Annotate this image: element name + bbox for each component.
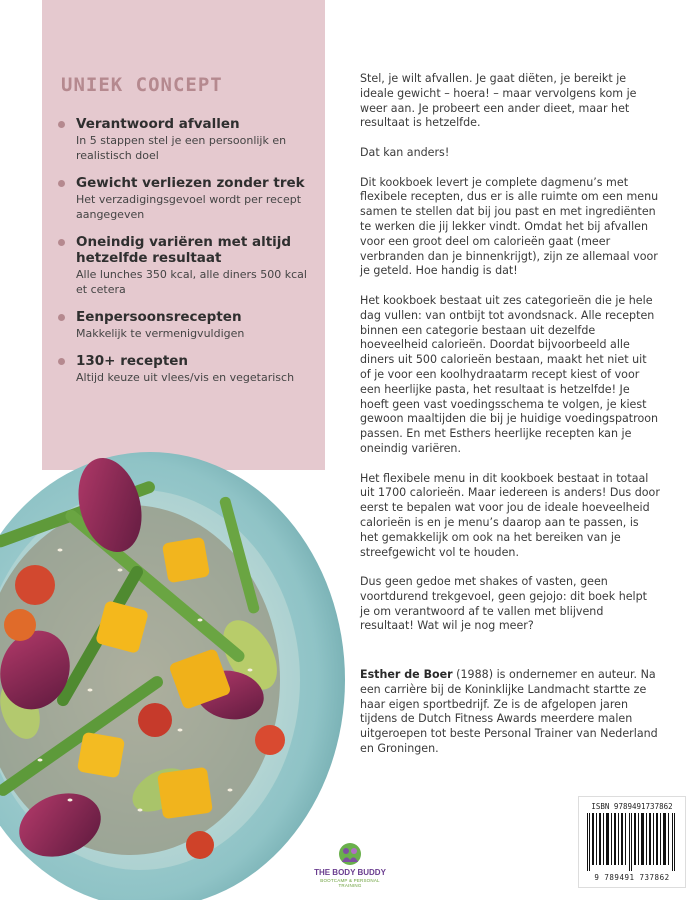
bullet-icon <box>58 314 65 321</box>
bullet-icon <box>58 121 65 128</box>
feature-item <box>58 234 320 297</box>
feature-list <box>58 116 320 397</box>
feature-description: Het verzadigingsgevoel wordt per recept aangegeven <box>76 193 302 221</box>
logo-name: THE BODY BUDDY <box>314 868 386 877</box>
paragraph: Dit kookboek levert je complete dagmenu’s met flexibele recepten, dus er is alle ruimte om een menu samen te stellen dat bij jou past en met ingrediënten te werken die jij lekker vindt. Omdat het bij afvallen voor een groot deel om calorieën gaat (meer verbranden dan je binnenkrijgt), zijn ze allemaal voor je geteld. Hoe handig is dat! <box>360 175 659 278</box>
salad-plate-illustration <box>0 430 345 900</box>
mango-cube <box>162 537 210 584</box>
paragraph: Het flexibele menu in dit kookboek bestaat in totaal uit 1700 calorieën. Maar iedereen is anders! Dus door eerst te bepalen wat voor jou de ideale hoeveelheid calorieën is en je menu’s daarop aan te passen, is het gemakkelijk om ook na het bereiken van je streefgewicht vol te houden. <box>360 471 660 559</box>
description-text <box>360 72 660 649</box>
feature-title: 130+ recepten <box>76 353 189 369</box>
bullet-icon <box>58 239 65 246</box>
feature-item <box>58 309 320 341</box>
isbn-barcode <box>578 796 686 888</box>
paragraph: Het kookboek bestaat uit zes categorieën die je hele dag vullen: van ontbijt tot avondsnack. Alle recepten binnen een categorie bestaan uit dezelfde hoeveelheid calorieën. Doordat bijvoorbeeld alle diners uit 500 calorieën bestaan, maakt het niet uit of je voor een koolhydraatarm recept kiest of voor een heerlijke pasta, het resultaat is hetzelfde! Je hoeft geen vast voedingsschema te volgen, je kiest gewoon maaltijden die bij je huidige voedingspatroon passen. En met Esthers heerlijke recepten kan je oneindig variëren. <box>360 293 659 455</box>
feature-title: Oneindig variëren met altijd hetzelfde resultaat <box>76 234 292 266</box>
feature-description: In 5 stappen stel je een persoonlijk en realistisch doel <box>76 134 287 162</box>
feature-item <box>58 116 320 163</box>
bullet-icon <box>58 358 65 365</box>
feature-title: Gewicht verliezen zonder trek <box>76 175 305 191</box>
isbn-digits: 9 789491 737862 <box>594 873 670 882</box>
body-buddy-icon <box>338 842 362 866</box>
feature-title: Eenpersoonsrecepten <box>76 309 242 325</box>
feature-description: Altijd keuze uit vlees/vis en vegetarisch <box>76 371 295 384</box>
publisher-logo <box>310 842 390 886</box>
feature-description: Makkelijk te vermenigvuldigen <box>76 327 245 340</box>
salad-plate-image <box>0 430 345 900</box>
isbn-label: ISBN 9789491737862 <box>591 802 673 811</box>
author-bio-text: (1988) is ondernemer en auteur. Na een carrière bij de Koninklijke Landmacht startte ze haar eigen sportbedrijf. Ze is de afgelopen jaren tijdens de Dutch Fitness Awards meerdere malen uitgeroepen tot beste Personal Trainer van Nederland en Groningen. <box>360 668 658 755</box>
feature-item <box>58 353 320 385</box>
author-bio <box>360 668 660 757</box>
author-name: Esther de Boer <box>360 668 453 681</box>
feature-title: Verantwoord afvallen <box>76 116 240 132</box>
barcode-bars <box>585 813 679 871</box>
bullet-icon <box>58 180 65 187</box>
paragraph: Dat kan anders! <box>360 145 450 159</box>
feature-description: Alle lunches 350 kcal, alle diners 500 kcal et cetera <box>76 268 307 296</box>
logo-tagline: BOOTCAMP & PERSONAL TRAINING <box>320 878 380 888</box>
feature-item <box>58 175 320 222</box>
paragraph: Stel, je wilt afvallen. Je gaat diëten, je bereikt je ideale gewicht – hoera! – maar vervolgens kom je weer aan. Je probeert een ander dieet, maar het resultaat is hetzelfde. <box>360 72 637 130</box>
paragraph: Dus geen gedoe met shakes of vasten, geen voortdurend trekgevoel, geen gejojo: dit boek helpt je om verantwoord af te vallen met blijvend resultaat! Wat wil je nog meer? <box>360 575 648 633</box>
concept-heading: UNIEK CONCEPT <box>61 74 223 96</box>
